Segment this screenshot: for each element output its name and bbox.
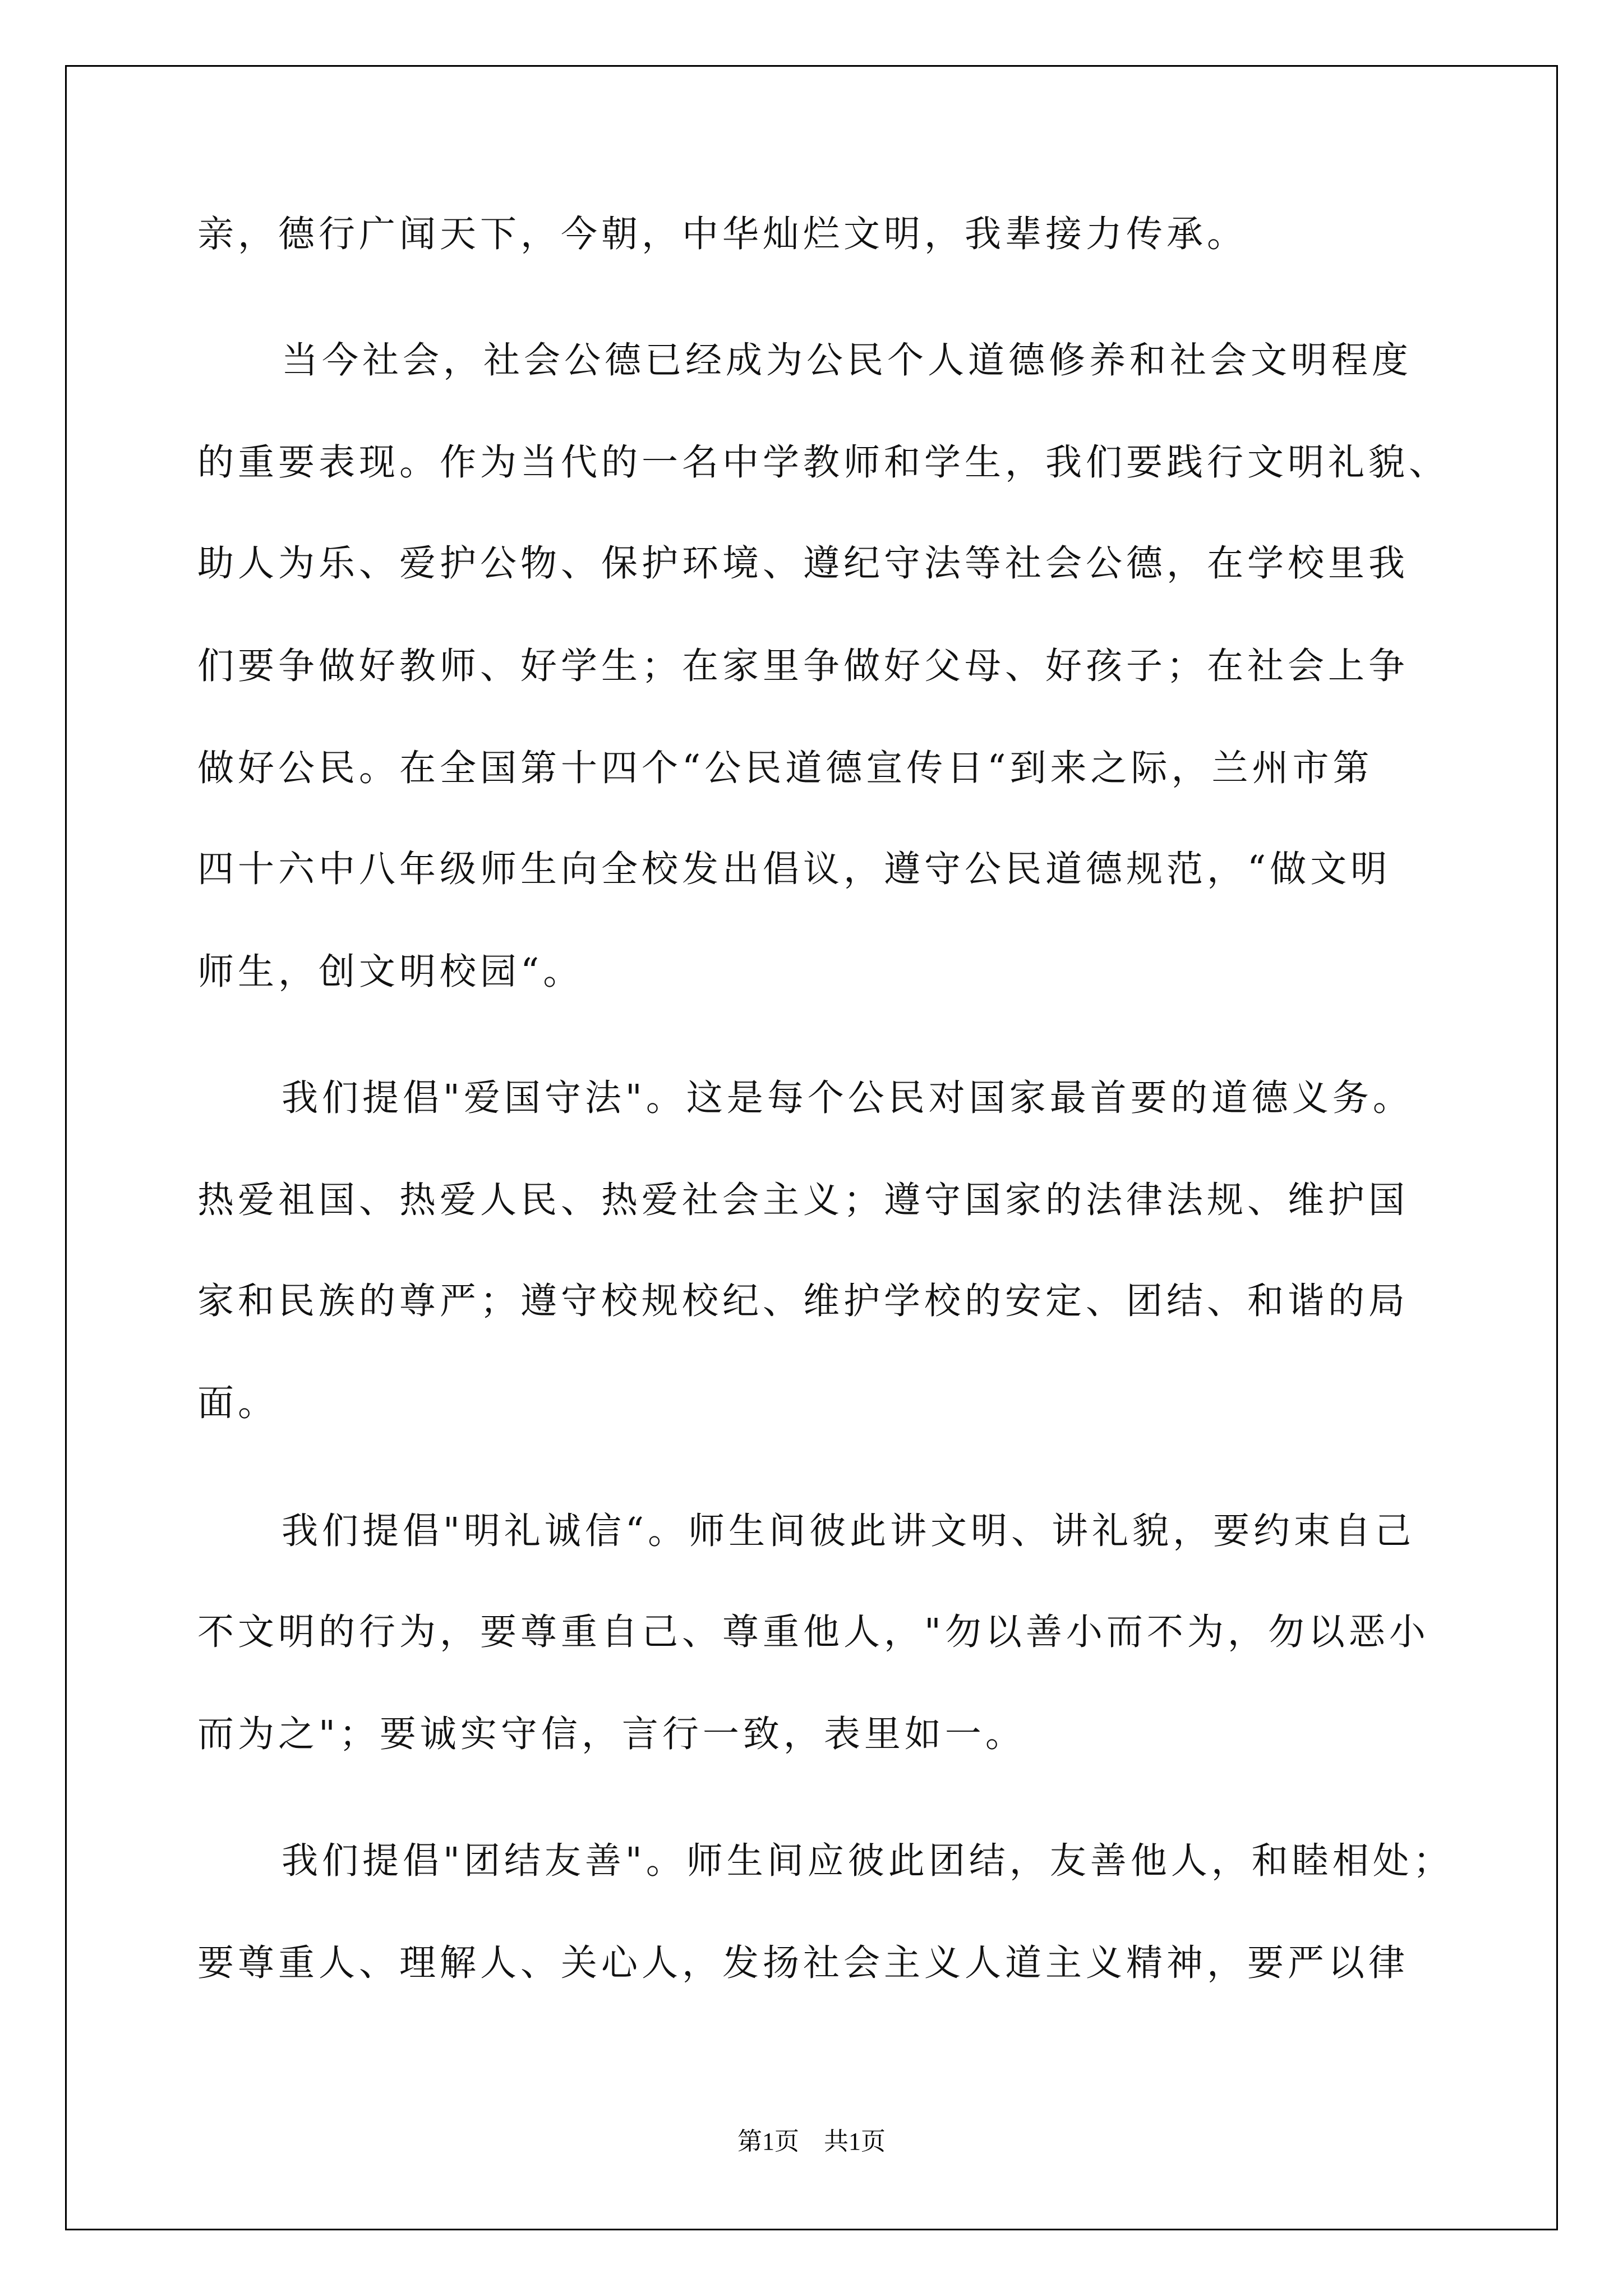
text-line-11: 家和民族的尊严；遵守校规校纪、维护学校的安定、团结、和谐的局 bbox=[197, 1280, 1409, 1322]
page-border bbox=[65, 65, 1558, 2230]
text-line-6: 做好公民。在全国第十四个“公民道德宣传日“到来之际，兰州市第 bbox=[197, 747, 1373, 789]
page-footer: 第1页 共1页 bbox=[737, 2128, 886, 2155]
text-line-2: 当今社会，社会公德已经成为公民个人道德修养和社会文明程度 bbox=[282, 339, 1413, 381]
text-line-13: 我们提倡"明礼诚信“。师生间彼此讲文明、讲礼貌，要约束自己 bbox=[282, 1510, 1415, 1552]
text-line-7: 四十六中八年级师生向全校发出倡议，遵守公民道德规范，“做文明 bbox=[197, 848, 1391, 890]
text-line-17: 要尊重人、理解人、关心人，发扬社会主义人道主义精神，要严以律 bbox=[197, 1942, 1409, 1984]
text-line-1: 亲，德行广闻天下，今朝，中华灿烂文明，我辈接力传承。 bbox=[197, 213, 1248, 255]
text-line-5: 们要争做好教师、好学生；在家里争做好父母、好孩子；在社会上争 bbox=[197, 645, 1409, 687]
text-line-12: 面。 bbox=[197, 1382, 279, 1424]
text-line-10: 热爱祖国、热爱人民、热爱社会主义；遵守国家的法律法规、维护国 bbox=[197, 1179, 1409, 1221]
text-line-8: 师生，创文明校园“。 bbox=[197, 951, 584, 993]
text-line-3: 的重要表现。作为当代的一名中学教师和学生，我们要践行文明礼貌、 bbox=[197, 441, 1450, 484]
text-line-4: 助人为乐、爱护公物、保护环境、遵纪守法等社会公德，在学校里我 bbox=[197, 542, 1409, 585]
text-line-9: 我们提倡"爱国守法"。这是每个公民对国家最首要的道德义务。 bbox=[282, 1077, 1413, 1119]
text-line-14: 不文明的行为，要尊重自己、尊重他人，"勿以善小而不为，勿以恶小 bbox=[197, 1611, 1430, 1653]
text-line-15: 而为之"；要诚实守信，言行一致，表里如一。 bbox=[197, 1713, 1026, 1755]
text-line-16: 我们提倡"团结友善"。师生间应彼此团结，友善他人，和睦相处； bbox=[282, 1840, 1454, 1882]
